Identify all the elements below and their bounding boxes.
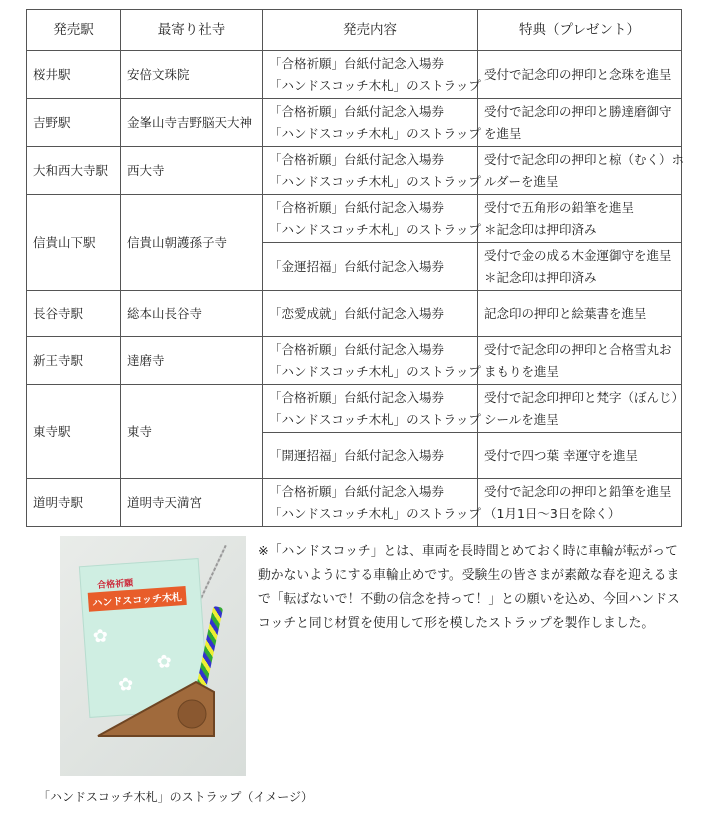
shrine-cell: 安倍文珠院 — [121, 51, 263, 99]
table-row — [27, 479, 682, 527]
bonus-line: 受付で記念印の押印と念珠を進呈 — [484, 66, 672, 82]
bonus-cell — [478, 147, 685, 195]
content-cell — [263, 99, 481, 147]
content-line: 「金運招福」台紙付記念入場券 — [269, 258, 445, 274]
bonus-line: 受付で記念印の押印と勝達磨御守 — [484, 103, 672, 119]
shrine-cell: 金峯山寺吉野脳天大神 — [121, 99, 263, 147]
content-line: 「合格祈願」台紙付記念入場券 — [269, 103, 445, 119]
content-line: 「開運招福」台紙付記念入場券 — [269, 447, 445, 463]
content-cell — [263, 195, 481, 243]
bonus-line: まもりを進呈 — [484, 363, 560, 379]
bonus-cell — [478, 385, 685, 433]
content-line: 「合格祈願」台紙付記念入場券 — [269, 389, 445, 405]
table-row — [27, 51, 682, 99]
photo-caption: 「ハンドスコッチ木札」のストラップ（イメージ） — [38, 790, 314, 804]
table-body — [27, 51, 685, 527]
table-row — [27, 195, 682, 243]
content-line: 「ハンドスコッチ木札」のストラップ — [269, 411, 481, 427]
header-shrine: 最寄り社寺 — [121, 10, 263, 51]
bonus-cell — [478, 99, 682, 147]
bonus-cell — [478, 337, 682, 385]
bonus-line: 受付で五角形の鉛筆を進呈 — [484, 199, 635, 215]
bonus-line: （1月1日～3日を除く） — [484, 505, 621, 521]
table-row — [27, 291, 682, 337]
table-row — [27, 385, 682, 433]
content-cell — [263, 291, 478, 337]
station-cell: 桜井駅 — [27, 51, 121, 99]
content-line: 「合格祈願」台紙付記念入場券 — [269, 55, 445, 71]
shrine-cell: 信貴山朝護孫子寺 — [121, 195, 263, 291]
flower-icon: ✿ — [117, 673, 135, 696]
bonus-line: 受付で記念印の押印と合格雪丸お — [484, 341, 672, 357]
strap-description: ※「ハンドスコッチ」とは、車両を長時間とめておく時に車輪が転がって動かないようにする車輪止めです。受験生の皆さまが素敵な春を迎えるまで「転ばないで！不動の信念を持って！」との願いを込め、今回ハンドスコッチと同じ材質を使用して形を模したストラップを製作しました。 — [258, 544, 680, 631]
strap-photo — [60, 536, 246, 776]
content-line: 「ハンドスコッチ木札」のストラップ — [269, 125, 481, 141]
content-cell — [263, 147, 481, 195]
content-line: 「合格祈願」台紙付記念入場券 — [269, 199, 445, 215]
content-line: 「合格祈願」台紙付記念入場券 — [269, 341, 445, 357]
header-station: 発売駅 — [27, 10, 121, 51]
content-cell — [263, 51, 481, 99]
content-line: 「恋愛成就」台紙付記念入場券 — [269, 305, 445, 321]
station-cell: 大和西大寺駅 — [27, 147, 121, 195]
bonus-cell — [478, 433, 682, 479]
bonus-line: 受付で記念印押印と梵字（ぼんじ） — [484, 389, 685, 405]
shrine-cell: 総本山長谷寺 — [121, 291, 263, 337]
flower-icon: ✿ — [156, 651, 173, 674]
content-line: 「合格祈願」台紙付記念入場券 — [269, 483, 445, 499]
campaign-table — [26, 9, 685, 527]
card-main-title: ハンドスコッチ木札 — [88, 586, 187, 612]
bonus-cell — [478, 479, 682, 527]
shrine-cell: 東寺 — [121, 385, 263, 479]
bonus-line: ＊記念印は押印済み — [484, 221, 597, 237]
station-cell: 道明寺駅 — [27, 479, 121, 527]
shrine-cell: 道明寺天満宮 — [121, 479, 263, 527]
content-line: 「ハンドスコッチ木札」のストラップ — [269, 505, 481, 521]
shrine-cell: 西大寺 — [121, 147, 263, 195]
bonus-line: 記念印の押印と絵葉書を進呈 — [484, 305, 647, 321]
content-cell — [263, 337, 481, 385]
table-header-row — [27, 10, 682, 51]
content-cell — [263, 243, 478, 291]
station-cell: 信貴山下駅 — [27, 195, 121, 291]
bonus-cell — [478, 243, 682, 291]
bonus-line: 受付で記念印の押印と椋（むく）ホ — [484, 151, 685, 167]
header-content: 発売内容 — [263, 10, 478, 51]
station-cell: 東寺駅 — [27, 385, 121, 479]
bonus-line: 受付で記念印の押印と鉛筆を進呈 — [484, 483, 672, 499]
station-cell: 長谷寺駅 — [27, 291, 121, 337]
content-line: 「ハンドスコッチ木札」のストラップ — [269, 221, 481, 237]
content-line: 「ハンドスコッチ木札」のストラップ — [269, 77, 481, 93]
bonus-line: 受付で金の成る木金運御守を進呈 — [484, 247, 672, 263]
table-row — [27, 99, 682, 147]
bonus-line: を進呈 — [484, 125, 522, 141]
table-row — [27, 337, 682, 385]
bonus-cell — [478, 51, 682, 99]
content-cell — [263, 433, 478, 479]
flower-icon: ✿ — [92, 625, 109, 648]
bonus-line: ＊記念印は押印済み — [484, 269, 597, 285]
bonus-line: ルダーを進呈 — [484, 173, 559, 189]
wooden-wedge-tag — [96, 674, 216, 744]
table-row — [27, 147, 682, 195]
station-cell: 吉野駅 — [27, 99, 121, 147]
content-line: 「ハンドスコッチ木札」のストラップ — [269, 173, 481, 189]
bonus-cell — [478, 291, 682, 337]
bonus-line: 受付で四つ葉 幸運守を進呈 — [484, 447, 638, 463]
content-line: 「合格祈願」台紙付記念入場券 — [269, 151, 445, 167]
bonus-line: シールを進呈 — [484, 411, 559, 427]
content-cell — [263, 385, 481, 433]
station-cell: 新王寺駅 — [27, 337, 121, 385]
header-bonus: 特典（プレゼント） — [478, 10, 682, 51]
shrine-cell: 達磨寺 — [121, 337, 263, 385]
bonus-cell — [478, 195, 682, 243]
content-line: 「ハンドスコッチ木札」のストラップ — [269, 363, 481, 379]
content-cell — [263, 479, 481, 527]
card-small-title: 合格祈願 — [96, 578, 134, 592]
